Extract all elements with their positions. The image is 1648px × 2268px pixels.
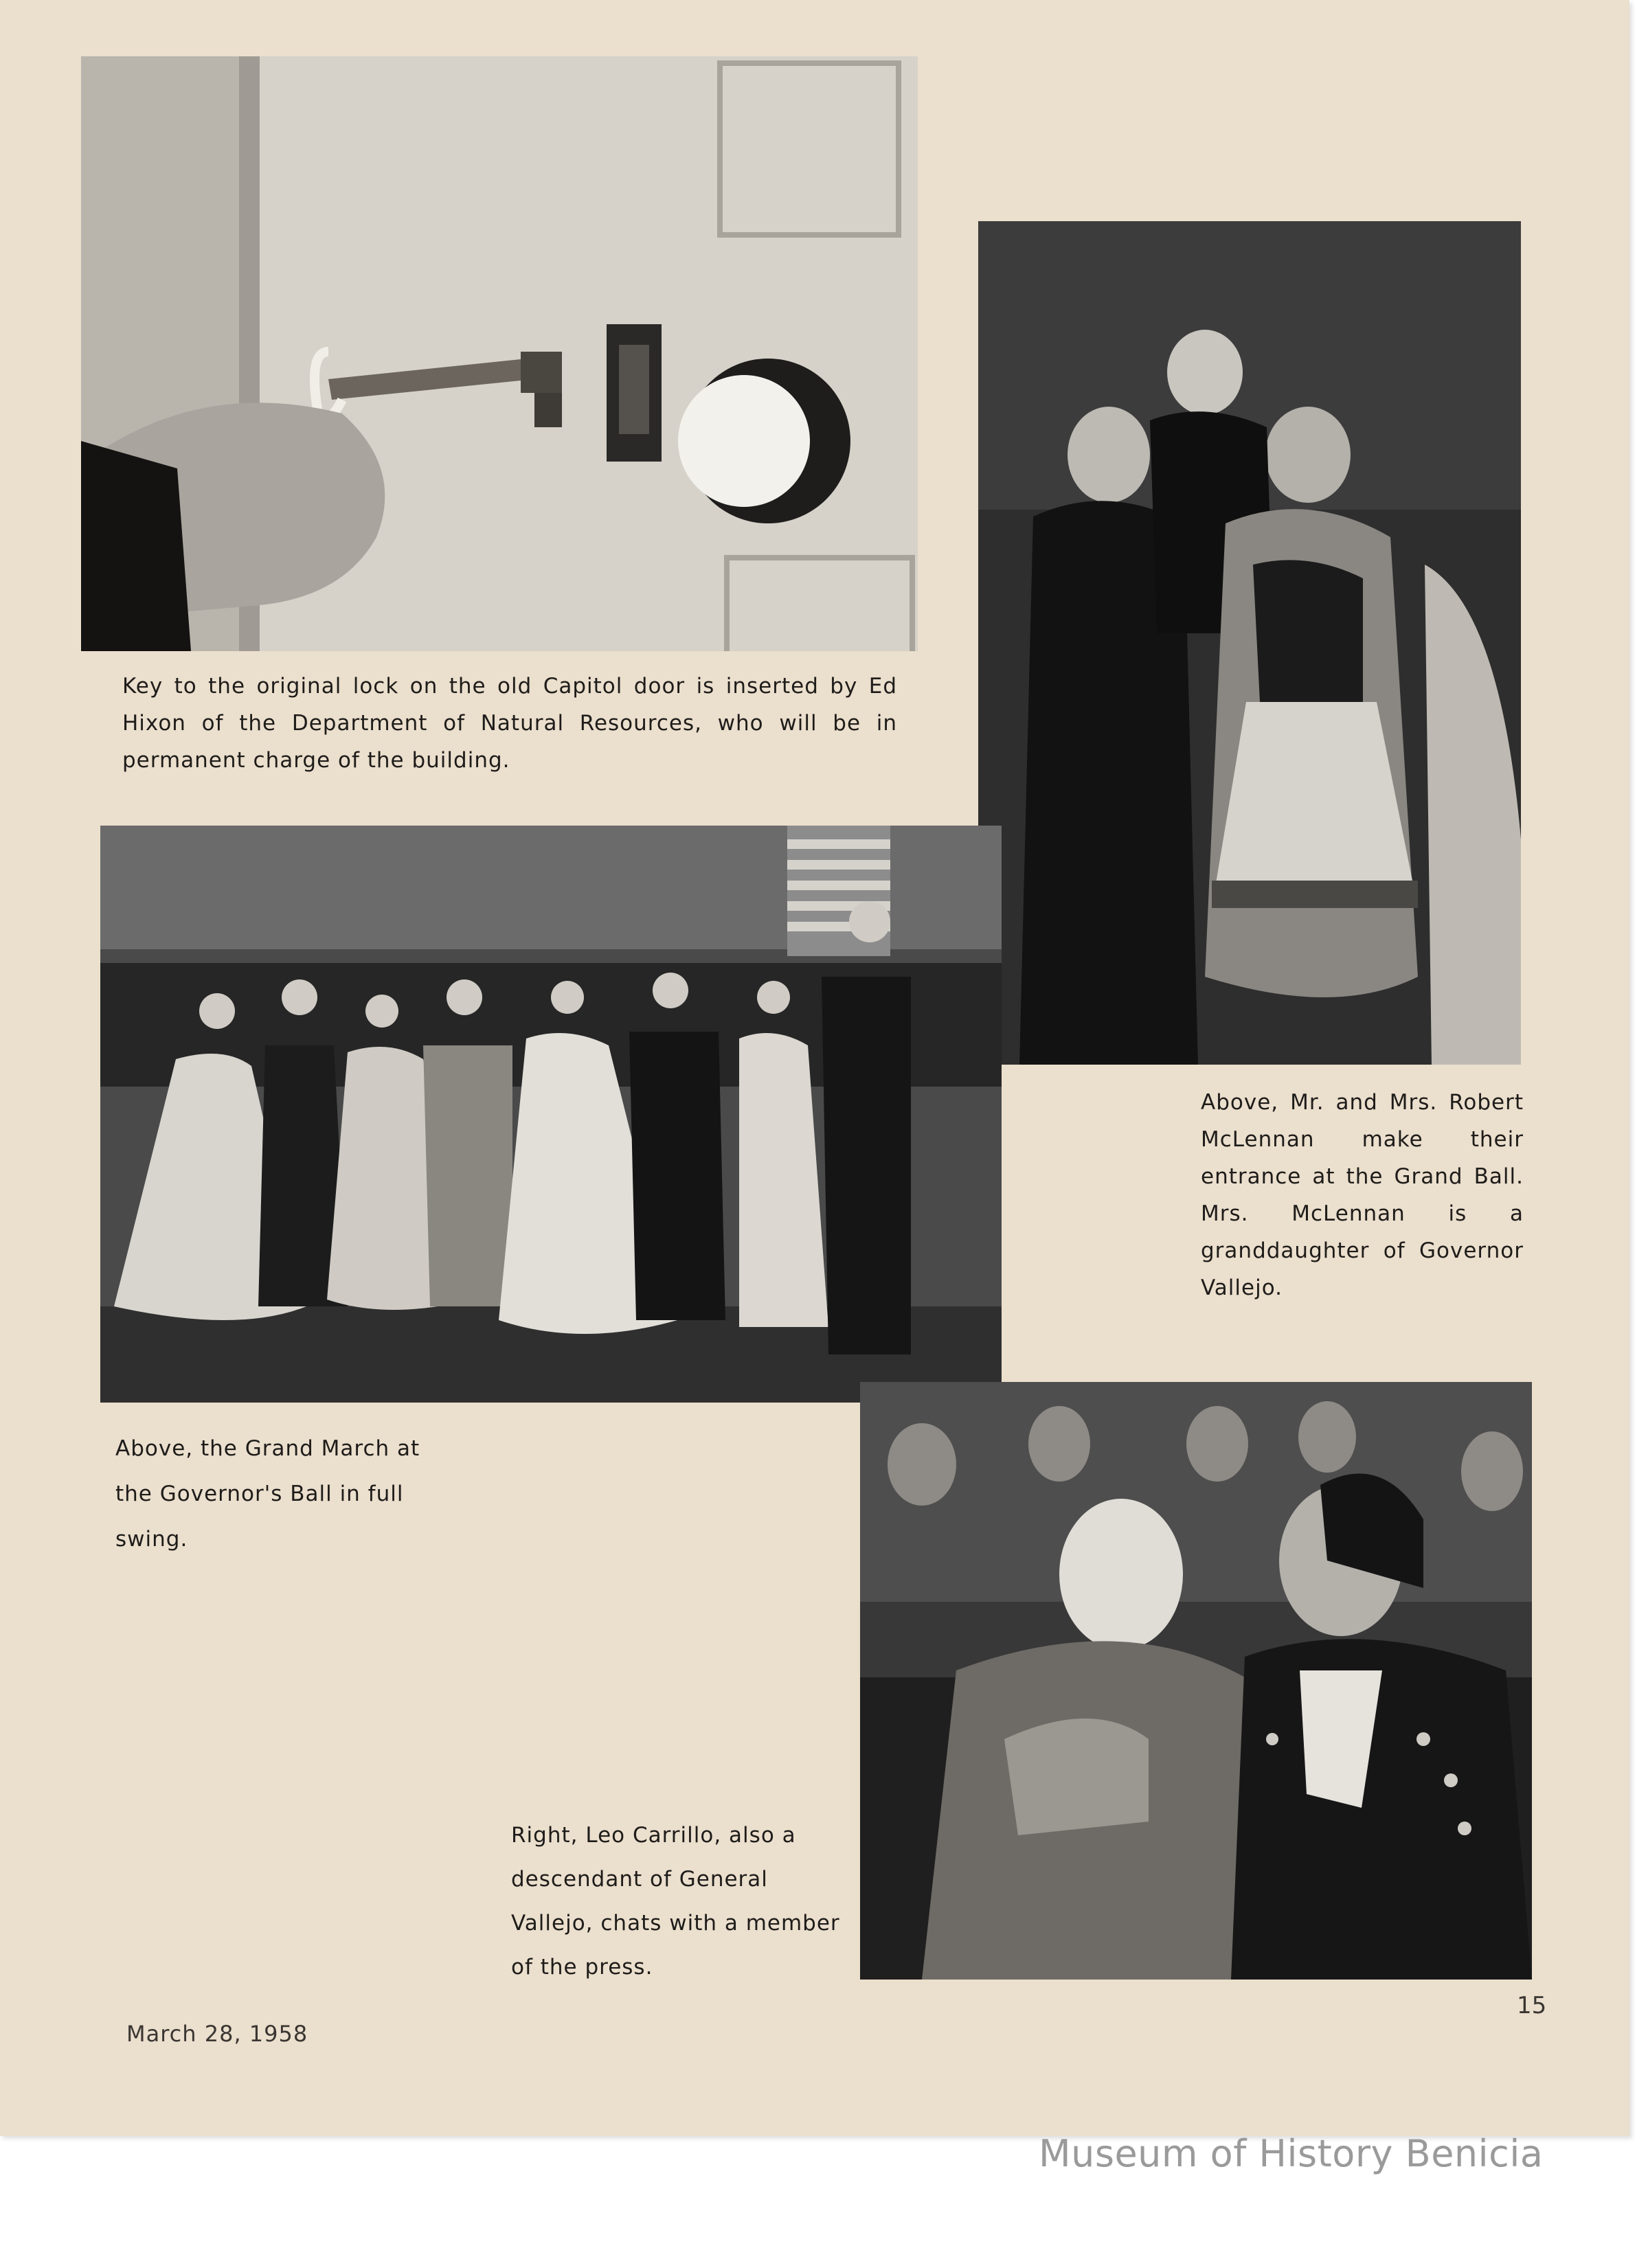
photo-key-in-lock [81, 56, 918, 651]
caption-mclennan-entrance: Above, Mr. and Mrs. Robert McLennan make their entrance at the Grand Ball. Mrs. McLennan is a granddaughter of Governor Vallejo. [1201, 1090, 1524, 1300]
caption-leo-carrillo: Right, Leo Carrillo, also a descendant of General Vallejo, chats with a member of the press. [511, 1823, 840, 1980]
page-number: 15 [1517, 1992, 1547, 2019]
caption-key-in-lock: Key to the original lock on the old Capitol door is inserted by Ed Hixon of the Department of Natural Resources, who will be in permanent charge of the building. [122, 674, 897, 773]
caption-grand-march: Above, the Grand March at the Governor's Ball in full swing. [115, 1436, 420, 1552]
photo-leo-carrillo [860, 1382, 1532, 1980]
photo-grand-march [100, 826, 1002, 1403]
photo-leo-carrillo-image [860, 1382, 1532, 1980]
photo-key-in-lock-image [81, 56, 918, 651]
photo-mclennan-entrance-image [978, 221, 1521, 1065]
photo-mclennan-entrance [978, 221, 1521, 1065]
archive-watermark: Museum of History Benicia [1039, 2132, 1544, 2175]
photo-grand-march-image [100, 826, 1002, 1403]
issue-date: March 28, 1958 [126, 2021, 308, 2047]
